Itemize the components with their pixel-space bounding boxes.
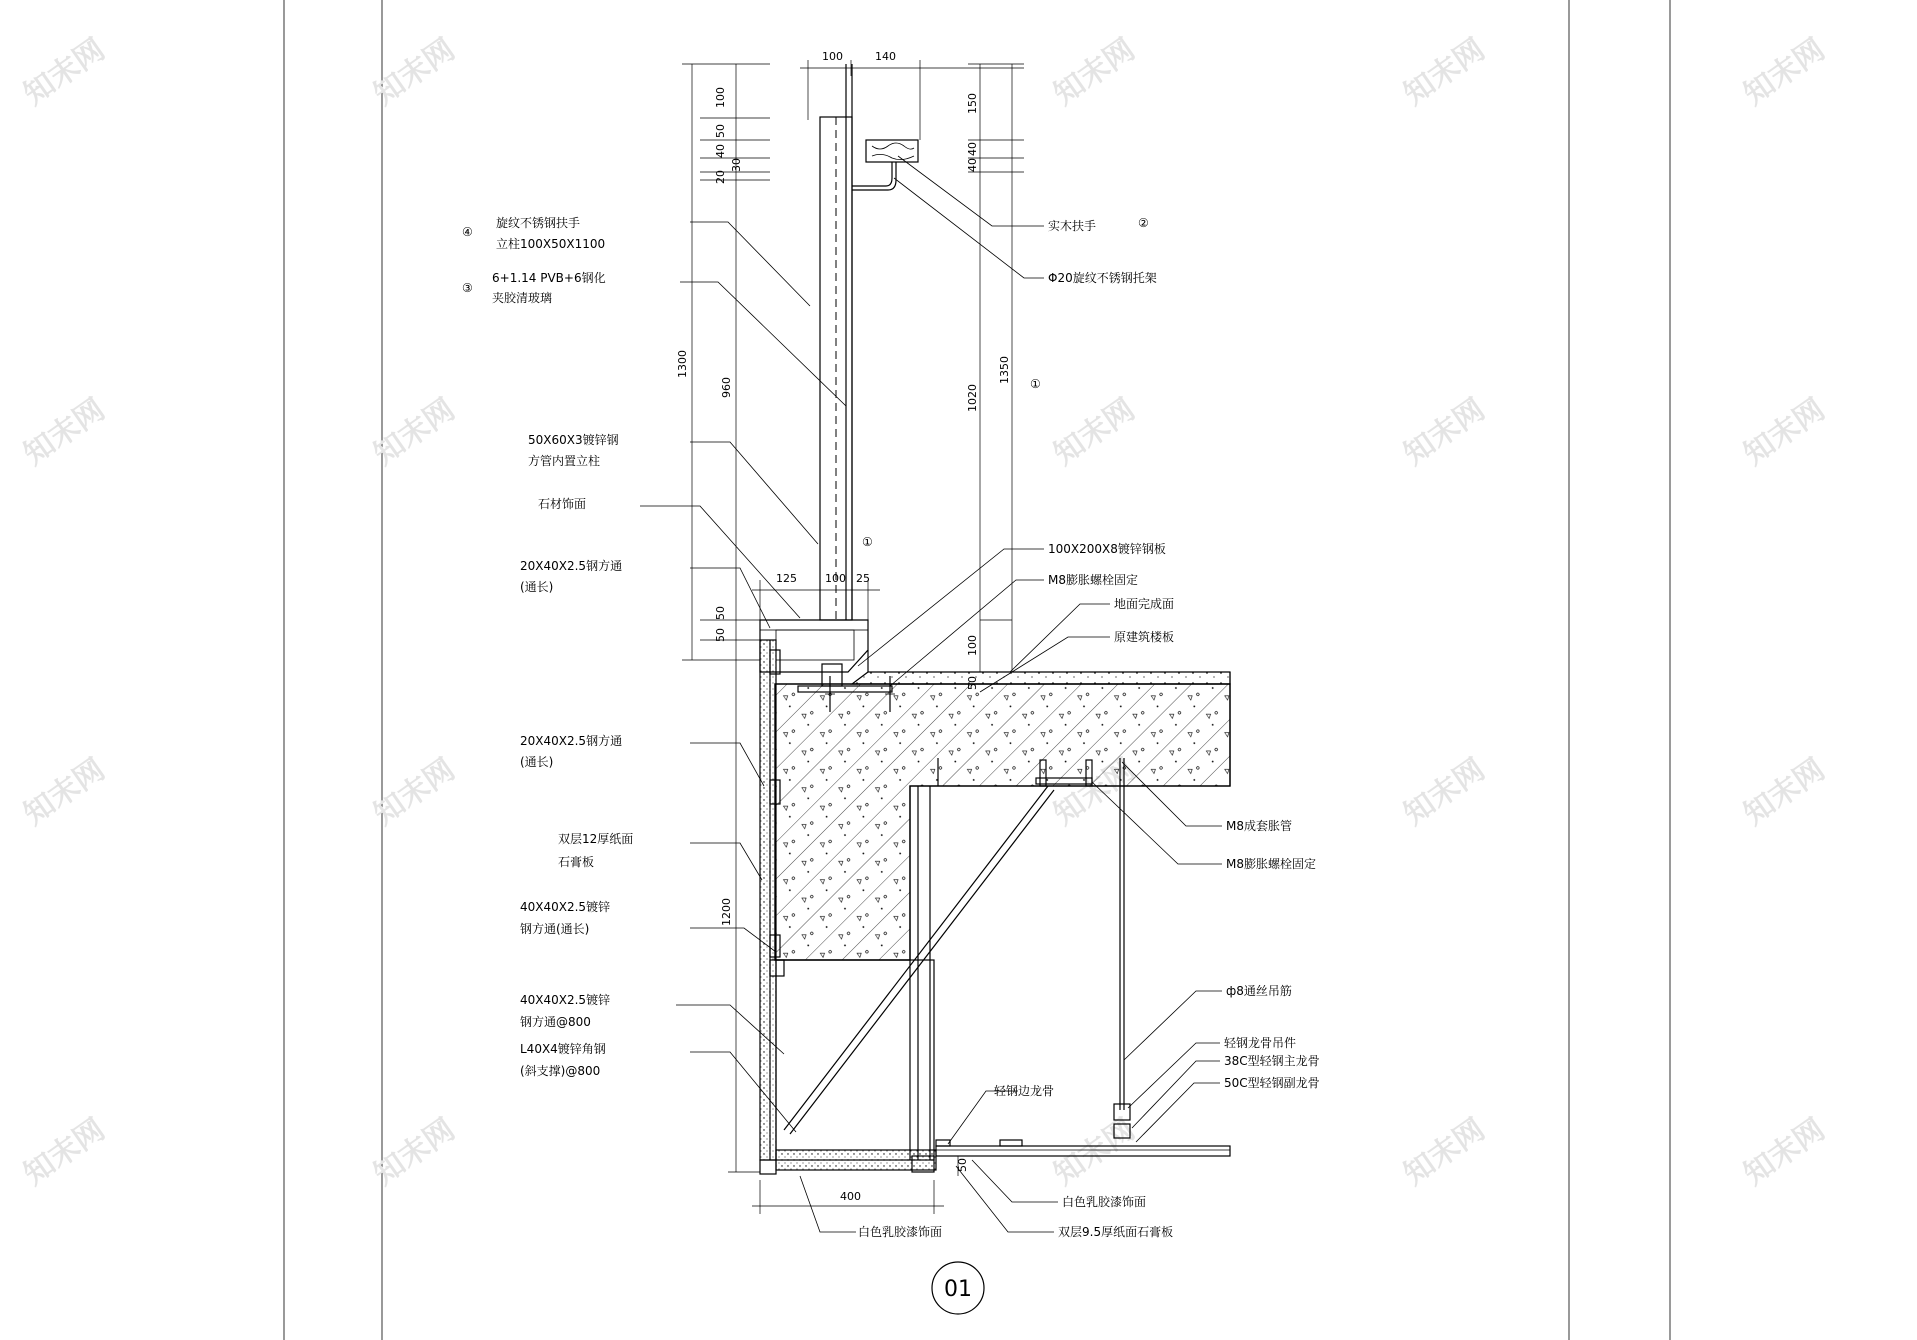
watermark-text: 知末网 — [1047, 1112, 1142, 1193]
watermark-text: 知末网 — [367, 32, 462, 113]
dim-curb-h0: 50 — [714, 628, 727, 642]
floor-finish — [852, 672, 1230, 684]
right-label-3: M8膨胀螺栓固定 — [1048, 573, 1138, 587]
watermark-text: 知末网 — [17, 752, 112, 833]
left-label-8-line2: 钢方通@800 — [520, 1015, 591, 1029]
right-label-15: 白色乳胶漆饰面 — [858, 1225, 943, 1239]
right-label-2: 100X200X8镀锌钢板 — [1048, 542, 1166, 556]
structural-slab — [775, 684, 1230, 960]
watermark-text: 知末网 — [1737, 32, 1832, 113]
dim-bottom-width: 400 — [840, 1190, 861, 1203]
left-label-8-line1: 40X40X2.5镀锌 — [520, 993, 611, 1007]
watermark-text: 知末网 — [1047, 752, 1142, 833]
right-label-14: 双层9.5厚纸面石膏板 — [1058, 1225, 1174, 1239]
marker-circle-1b: ① — [862, 535, 873, 549]
watermark-text: 知末网 — [17, 392, 112, 473]
left-label-5-line1: 20X40X2.5钢方通 — [520, 734, 623, 748]
right-label-8: ф8通丝吊筋 — [1226, 984, 1292, 998]
left-label-9-line2: (斜支撑)@800 — [520, 1064, 601, 1078]
watermark-text: 知末网 — [367, 392, 462, 473]
wood-handrail — [866, 140, 918, 162]
watermark-text: 知末网 — [367, 752, 462, 833]
watermark-text: 知末网 — [17, 32, 112, 113]
marker-circle-1: ① — [1030, 377, 1041, 391]
left-annotation-labels — [462, 215, 633, 1078]
dim-ceiling-gap: 50 — [956, 1158, 969, 1172]
reference-markers — [862, 377, 1041, 549]
dim-slab-gap: 50 — [966, 676, 979, 690]
left-label-0-marker: ④ — [462, 225, 473, 239]
right-label-7: M8膨胀螺栓固定 — [1226, 857, 1316, 871]
dim-right-1: 40 — [966, 142, 979, 156]
dim-total-left: 1300 — [676, 350, 689, 378]
dim-left-0: 100 — [714, 87, 727, 108]
right-label-11: 50C型轻钢副龙骨 — [1224, 1076, 1320, 1090]
left-label-0-line1: 旋纹不锈钢扶手 — [496, 216, 581, 230]
left-label-0-line2: 立柱100X50X1100 — [496, 237, 606, 251]
right-label-6: M8成套胀管 — [1226, 819, 1292, 833]
railing-structure — [760, 64, 1230, 1174]
dim-right-2: 40 — [966, 158, 979, 172]
gypsum-board-wall — [760, 640, 776, 1160]
left-label-7-line2: 钢方通(通长) — [520, 922, 590, 936]
watermark-text: 知末网 — [1397, 752, 1492, 833]
dim-left-4: 20 — [714, 170, 727, 184]
dim-curb-2: 25 — [856, 572, 870, 585]
watermark-text: 知末网 — [1737, 1112, 1832, 1193]
right-label-10: 38C型轻钢主龙骨 — [1224, 1054, 1320, 1068]
left-label-4-line2: (通长) — [520, 580, 554, 594]
left-label-6-line1: 双层12厚纸面 — [558, 832, 634, 846]
watermark-text: 知末网 — [367, 1112, 462, 1193]
right-label-0-marker: ② — [1138, 216, 1149, 230]
watermark-text: 知末网 — [1047, 392, 1142, 473]
watermark-text: 知末网 — [1397, 1112, 1492, 1193]
dim-glass-height: 960 — [720, 377, 733, 398]
dim-curb-h1: 50 — [714, 606, 727, 620]
left-label-2-line2: 方管内置立柱 — [528, 454, 601, 468]
dim-wall-height: 1200 — [720, 898, 733, 926]
dim-left-3: 30 — [730, 158, 743, 172]
dim-left-2: 40 — [714, 144, 727, 158]
watermark-text: 知末网 — [1397, 392, 1492, 473]
dim-top-0: 100 — [822, 50, 843, 63]
left-label-1-line1: 6+1.14 PVB+6钢化 — [492, 271, 606, 285]
left-label-3-line1: 石材饰面 — [538, 497, 587, 511]
dim-top-1: 140 — [875, 50, 896, 63]
dim-rail-height: 1020 — [966, 384, 979, 412]
right-label-5: 原建筑楼板 — [1114, 630, 1175, 644]
left-label-4-line1: 20X40X2.5钢方通 — [520, 559, 623, 573]
left-label-1-marker: ③ — [462, 281, 473, 295]
dim-right-0: 150 — [966, 93, 979, 114]
right-label-1: Φ20旋纹不锈钢托架 — [1048, 271, 1157, 285]
watermark-text: 知末网 — [1047, 32, 1142, 113]
dim-curb-0: 125 — [776, 572, 797, 585]
left-label-9-line1: L40X4镀锌角钢 — [520, 1042, 606, 1056]
right-label-4: 地面完成面 — [1114, 597, 1175, 611]
right-label-0: 实木扶手 — [1048, 219, 1097, 233]
watermark-text: 知末网 — [1737, 392, 1832, 473]
detail-number: 01 — [944, 1277, 972, 1302]
dim-total-right: 1350 — [998, 356, 1011, 384]
watermark-text: 知末网 — [1737, 752, 1832, 833]
dim-left-1: 50 — [714, 124, 727, 138]
right-label-13: 白色乳胶漆饰面 — [1062, 1195, 1147, 1209]
left-label-6-line2: 石膏板 — [558, 855, 595, 869]
dim-curb-1: 100 — [825, 572, 846, 585]
detail-number-bubble — [932, 1262, 984, 1314]
watermark-text: 知末网 — [17, 1112, 112, 1193]
watermark-text: 知末网 — [1397, 32, 1492, 113]
left-label-7-line1: 40X40X2.5镀锌 — [520, 900, 611, 914]
right-label-9: 轻钢龙骨吊件 — [1224, 1036, 1297, 1050]
right-label-12: 轻钢边龙骨 — [994, 1084, 1055, 1098]
left-label-1-line2: 夹胶清玻璃 — [492, 291, 553, 305]
dim-floor-step: 100 — [966, 635, 979, 656]
left-label-5-line2: (通长) — [520, 755, 554, 769]
left-label-2-line1: 50X60X3镀锌钢 — [528, 433, 619, 447]
